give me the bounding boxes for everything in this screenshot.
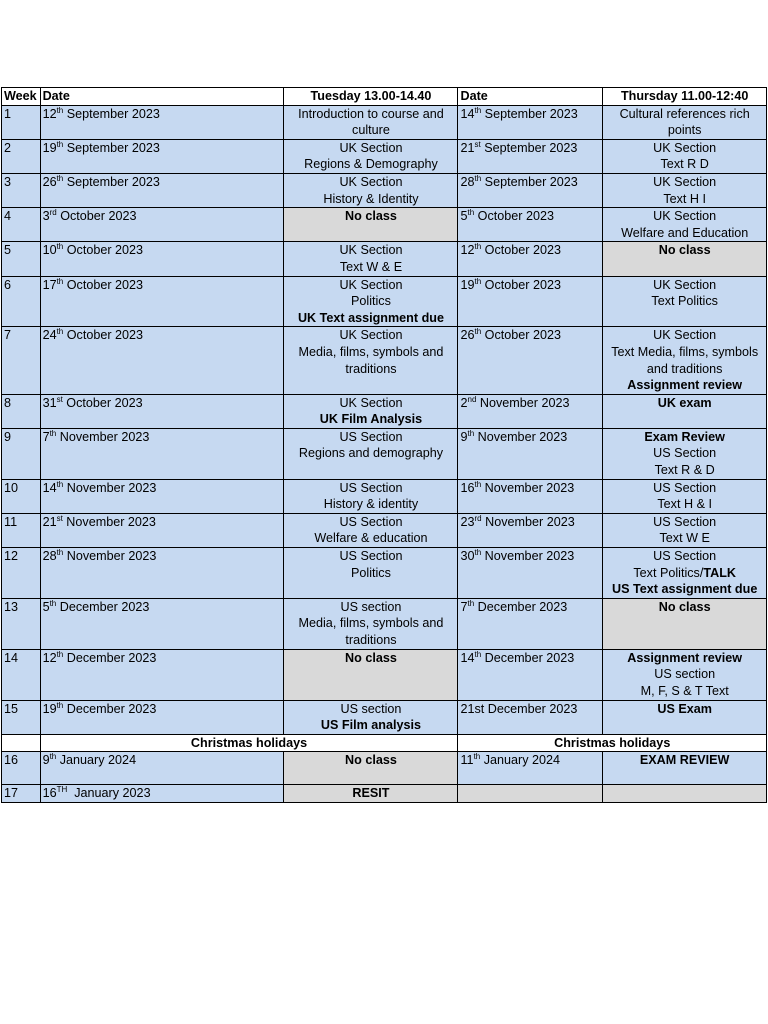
tuesday-date [40, 242, 284, 276]
date-month-year: November 2023 [481, 549, 575, 564]
session-line: Politics [351, 565, 391, 580]
session-line: History & Identity [323, 191, 419, 206]
date-day: 21 [460, 140, 475, 155]
table-row [2, 276, 767, 327]
date-month-year: October 2023 [481, 328, 561, 343]
date-day: 30 [460, 549, 475, 564]
session-line: No class [658, 243, 711, 258]
date-day: 31 [42, 395, 57, 410]
date-day: 14 [460, 106, 475, 121]
date-day: 28 [460, 174, 475, 189]
date-ordinal: rd [49, 208, 57, 218]
session-line: traditions [345, 633, 397, 647]
date-month-year: October 2023 [63, 277, 144, 292]
table-row [2, 327, 767, 394]
session-line: US Section [339, 549, 403, 564]
session-line: US Section [653, 549, 717, 564]
thursday-date [458, 513, 603, 547]
tuesday-date [40, 394, 284, 428]
thursday-session [603, 649, 767, 700]
date-month-year: October 2023 [62, 395, 143, 410]
tuesday-session [284, 327, 458, 394]
week-number: 13 [2, 598, 41, 649]
tuesday-date [40, 276, 284, 327]
date-month-year: November 2023 [476, 395, 570, 410]
date-ordinal: st [474, 139, 481, 149]
date-ordinal: th [49, 752, 57, 762]
session-line: UK exam [657, 395, 712, 410]
thursday-session [603, 173, 767, 207]
thursday-session [603, 208, 767, 242]
header-week: Week [2, 88, 41, 106]
date-ordinal: th [49, 598, 57, 608]
session-line: UK Section [339, 140, 403, 155]
session-line: Regions & Demography [304, 157, 438, 172]
date-month-year: October 2023 [63, 328, 144, 343]
session-line: No class [345, 650, 397, 665]
date-day: 14 [460, 650, 475, 665]
table-row [2, 208, 767, 242]
tuesday-date [40, 105, 284, 139]
date-day: 21 [42, 514, 57, 529]
table-row [2, 598, 767, 649]
session-line: points [667, 123, 702, 138]
date-ordinal: th [474, 276, 482, 286]
thursday-date [458, 105, 603, 139]
table-row [2, 479, 767, 513]
session-line: culture [352, 123, 390, 138]
date-ordinal: th [467, 598, 475, 608]
session-line: UK Section [653, 277, 717, 292]
thursday-session [603, 548, 767, 599]
date-month-year: January 2023 [67, 786, 151, 801]
date-day: 9 [460, 429, 468, 444]
date-ordinal: th [474, 105, 482, 115]
date-ordinal: th [474, 327, 482, 337]
holiday-week-cell [2, 734, 41, 752]
session-line: No class [658, 599, 711, 614]
holiday-thursday-label: Christmas holidays [458, 734, 767, 752]
date-month-year: November 2023 [63, 549, 157, 564]
session-line: UK Film Analysis [319, 412, 423, 427]
table-row [2, 513, 767, 547]
thursday-session [603, 513, 767, 547]
date-day: 5 [460, 209, 468, 224]
date-day: 7 [460, 599, 468, 614]
session-line: Text W & E [339, 259, 403, 274]
week-number: 14 [2, 649, 41, 700]
session-text-part: TALK [703, 565, 736, 580]
date-day: 26 [42, 174, 57, 189]
thursday-date [458, 700, 603, 734]
session-line: UK Section [339, 395, 403, 410]
date-ordinal: th [56, 173, 64, 183]
session-line: Text H I [663, 191, 707, 206]
tuesday-date [40, 513, 284, 547]
session-line: US section [340, 701, 402, 716]
week-number: 16 [2, 752, 41, 785]
week-number: 4 [2, 208, 41, 242]
date-day: 26 [460, 328, 475, 343]
date-day: 10 [42, 243, 57, 258]
tuesday-session [284, 752, 458, 785]
date-ordinal: th [56, 327, 64, 337]
table-row [2, 548, 767, 599]
session-line: Text Media, films, symbols [611, 344, 759, 359]
date-month-year: September 2023 [481, 174, 578, 189]
date-month-year: November 2023 [62, 514, 156, 529]
session-line: RESIT [352, 786, 390, 801]
session-line: US Section [653, 480, 717, 495]
table-row [2, 785, 767, 803]
session-line: UK Text assignment due [297, 310, 444, 325]
date-day: 12 [42, 650, 57, 665]
date-ordinal: th [474, 242, 482, 252]
tuesday-session [284, 479, 458, 513]
thursday-session [603, 327, 767, 394]
tuesday-session [284, 276, 458, 327]
session-line: US Text assignment due [612, 582, 758, 597]
tuesday-date [40, 752, 284, 785]
thursday-date [458, 173, 603, 207]
date-day: 16 [42, 786, 57, 801]
date-day: 28 [42, 549, 57, 564]
week-number: 3 [2, 173, 41, 207]
session-line: UK Section [339, 328, 403, 343]
date-month-year: September 2023 [481, 106, 578, 121]
tuesday-session [284, 208, 458, 242]
holiday-row [2, 734, 767, 752]
date-ordinal: th [467, 428, 475, 438]
table-row [2, 173, 767, 207]
date-ordinal: th [56, 548, 64, 558]
date-day: 9 [42, 753, 50, 768]
week-number: 7 [2, 327, 41, 394]
thursday-date [458, 276, 603, 327]
tuesday-session [284, 513, 458, 547]
tuesday-session [284, 649, 458, 700]
tuesday-date [40, 548, 284, 599]
tuesday-date [40, 139, 284, 173]
thursday-date [458, 649, 603, 700]
date-day: 17 [42, 277, 57, 292]
session-line: Exam Review [644, 429, 725, 444]
date-day: 3 [42, 209, 50, 224]
date-ordinal: th [56, 479, 64, 489]
session-line: UK Section [653, 140, 717, 155]
tuesday-session [284, 548, 458, 599]
session-line: Media, films, symbols and [298, 616, 444, 631]
date-day: 23 [460, 514, 475, 529]
week-number: 1 [2, 105, 41, 139]
table-row [2, 700, 767, 734]
date-ordinal: rd [474, 513, 482, 523]
date-day: 19 [42, 140, 57, 155]
session-line: UK Section [653, 209, 717, 224]
course-schedule-table [1, 87, 767, 803]
tuesday-session [284, 242, 458, 276]
date-month-year: October 2023 [63, 243, 144, 258]
session-line: Assignment review [627, 378, 743, 393]
week-number: 8 [2, 394, 41, 428]
date-ordinal: th [474, 479, 482, 489]
tuesday-session [284, 428, 458, 479]
thursday-session [603, 785, 767, 803]
tuesday-date [40, 700, 284, 734]
week-number: 6 [2, 276, 41, 327]
date-month-year: October 2023 [481, 243, 561, 258]
session-line: Welfare and Education [621, 225, 749, 240]
tuesday-date [40, 428, 284, 479]
date-day: 12 [460, 243, 475, 258]
date-ordinal: st [56, 394, 63, 404]
week-number: 12 [2, 548, 41, 599]
date-day: 2 [460, 395, 468, 410]
thursday-date [458, 548, 603, 599]
date-month-year: November 2023 [481, 514, 575, 529]
week-number: 15 [2, 700, 41, 734]
session-line: Welfare & education [314, 531, 428, 546]
date-ordinal: nd [467, 394, 477, 404]
thursday-session [603, 479, 767, 513]
date-ordinal: th [474, 173, 482, 183]
date-ordinal: th [473, 752, 481, 762]
header-row [2, 88, 767, 106]
date-month-year: September 2023 [63, 140, 160, 155]
session-line: and traditions [646, 361, 723, 376]
date-day: 16 [460, 480, 475, 495]
date-month-year: November 2023 [481, 480, 575, 495]
schedule-body [2, 88, 767, 803]
date-month-year: December 2023 [481, 650, 575, 665]
thursday-session [603, 752, 767, 785]
tuesday-date [40, 208, 284, 242]
holiday-tuesday-label: Christmas holidays [40, 734, 458, 752]
thursday-date [458, 428, 603, 479]
header-thursday: Thursday 11.00-12:40 [603, 88, 767, 106]
session-line: US section [654, 667, 716, 682]
thursday-date [458, 479, 603, 513]
session-line: Politics [351, 294, 391, 309]
tuesday-session [284, 105, 458, 139]
session-text-part: Text Politics/ [633, 565, 704, 580]
date-month-year: November 2023 [56, 429, 150, 444]
session-line: History & identity [323, 497, 419, 512]
session-line: Media, films, symbols and [298, 344, 444, 359]
tuesday-date [40, 173, 284, 207]
date-ordinal: th [56, 276, 64, 286]
thursday-date [458, 598, 603, 649]
thursday-session [603, 700, 767, 734]
session-line: US Section [339, 514, 403, 529]
tuesday-date [40, 479, 284, 513]
date-ordinal: th [474, 548, 482, 558]
date-month-year: September 2023 [63, 174, 160, 189]
week-number: 11 [2, 513, 41, 547]
date-month-year: January 2024 [480, 753, 561, 768]
date-month-year: October 2023 [56, 209, 137, 224]
date-month-year: September 2023 [63, 106, 160, 121]
date-ordinal: th [56, 105, 64, 115]
date-ordinal: th [56, 700, 64, 710]
thursday-date [458, 208, 603, 242]
session-line: traditions [345, 361, 397, 376]
date-month-year: November 2023 [474, 429, 568, 444]
date-ordinal: th [49, 428, 57, 438]
tuesday-session [284, 394, 458, 428]
thursday-session [603, 276, 767, 327]
header-tuesday: Tuesday 13.00-14.40 [284, 88, 458, 106]
date-day: 24 [42, 328, 57, 343]
date-day: 12 [42, 106, 57, 121]
session-line: Text R D [660, 157, 709, 172]
session-line: US Section [339, 480, 403, 495]
date-month-year: December 2023 [56, 599, 150, 614]
week-number: 5 [2, 242, 41, 276]
session-line: Introduction to course and [298, 106, 444, 121]
date-day: 21st December 2023 [460, 701, 578, 716]
tuesday-session [284, 700, 458, 734]
week-number: 10 [2, 479, 41, 513]
tuesday-date [40, 649, 284, 700]
session-line: Assignment review [627, 650, 743, 665]
tuesday-session [284, 785, 458, 803]
session-line [605, 565, 764, 582]
date-ordinal: th [467, 208, 475, 218]
tuesday-date [40, 327, 284, 394]
date-ordinal: st [56, 513, 63, 523]
table-row [2, 428, 767, 479]
date-day: 5 [42, 599, 50, 614]
thursday-date [458, 139, 603, 173]
thursday-session [603, 598, 767, 649]
thursday-date [458, 394, 603, 428]
date-month-year: January 2024 [56, 753, 137, 768]
session-line: UK Section [339, 277, 403, 292]
date-ordinal: th [56, 242, 64, 252]
session-line: Regions and demography [298, 446, 444, 461]
week-number: 9 [2, 428, 41, 479]
thursday-session [603, 139, 767, 173]
date-month-year: October 2023 [474, 209, 554, 224]
thursday-session [603, 242, 767, 276]
date-month-year: October 2023 [481, 277, 561, 292]
date-day: 14 [42, 480, 57, 495]
date-month-year: December 2023 [63, 701, 157, 716]
session-line: US Film analysis [320, 718, 421, 733]
date-day: 19 [460, 277, 475, 292]
date-month-year: September 2023 [480, 140, 578, 155]
header-date-tuesday: Date [40, 88, 284, 106]
header-date-thursday: Date [458, 88, 603, 106]
session-line: US Section [653, 514, 717, 529]
session-line: US section [340, 599, 402, 614]
thursday-session [603, 105, 767, 139]
week-number: 17 [2, 785, 41, 803]
thursday-session [603, 394, 767, 428]
session-line: Text W E [659, 531, 710, 546]
table-row [2, 394, 767, 428]
session-line: EXAM REVIEW [639, 753, 730, 768]
session-line: UK Section [653, 328, 717, 343]
date-month-year: December 2023 [63, 650, 157, 665]
table-row [2, 649, 767, 700]
session-line: UK Section [339, 174, 403, 189]
session-line: Text Politics [651, 294, 718, 309]
table-row [2, 139, 767, 173]
session-line: US Exam [657, 701, 712, 716]
thursday-date [458, 327, 603, 394]
date-ordinal: th [56, 139, 64, 149]
date-month-year: December 2023 [474, 599, 568, 614]
session-line: US Section [653, 446, 717, 461]
tuesday-date [40, 785, 284, 803]
tuesday-session [284, 173, 458, 207]
date-ordinal: th [474, 649, 482, 659]
table-row [2, 752, 767, 785]
date-day: 19 [42, 701, 57, 716]
thursday-date [458, 752, 603, 785]
session-line: Text H & I [657, 497, 712, 512]
tuesday-session [284, 598, 458, 649]
date-day: 11 [460, 753, 474, 768]
table-row [2, 242, 767, 276]
table-row [2, 105, 767, 139]
date-ordinal: th [56, 649, 64, 659]
date-day: 7 [42, 429, 50, 444]
session-line: Cultural references rich [619, 106, 750, 121]
thursday-date [458, 785, 603, 803]
thursday-date [458, 242, 603, 276]
thursday-session [603, 428, 767, 479]
date-ordinal: TH [56, 785, 68, 795]
session-line: Text R & D [654, 463, 715, 478]
tuesday-date [40, 598, 284, 649]
session-line: M, F, S & T Text [640, 684, 729, 698]
week-number: 2 [2, 139, 41, 173]
date-month-year: November 2023 [63, 480, 157, 495]
session-line: No class [345, 209, 397, 224]
tuesday-session [284, 139, 458, 173]
session-line: UK Section [653, 174, 717, 189]
session-line: No class [345, 753, 397, 768]
session-line: US Section [339, 429, 403, 444]
session-line: UK Section [339, 243, 403, 258]
